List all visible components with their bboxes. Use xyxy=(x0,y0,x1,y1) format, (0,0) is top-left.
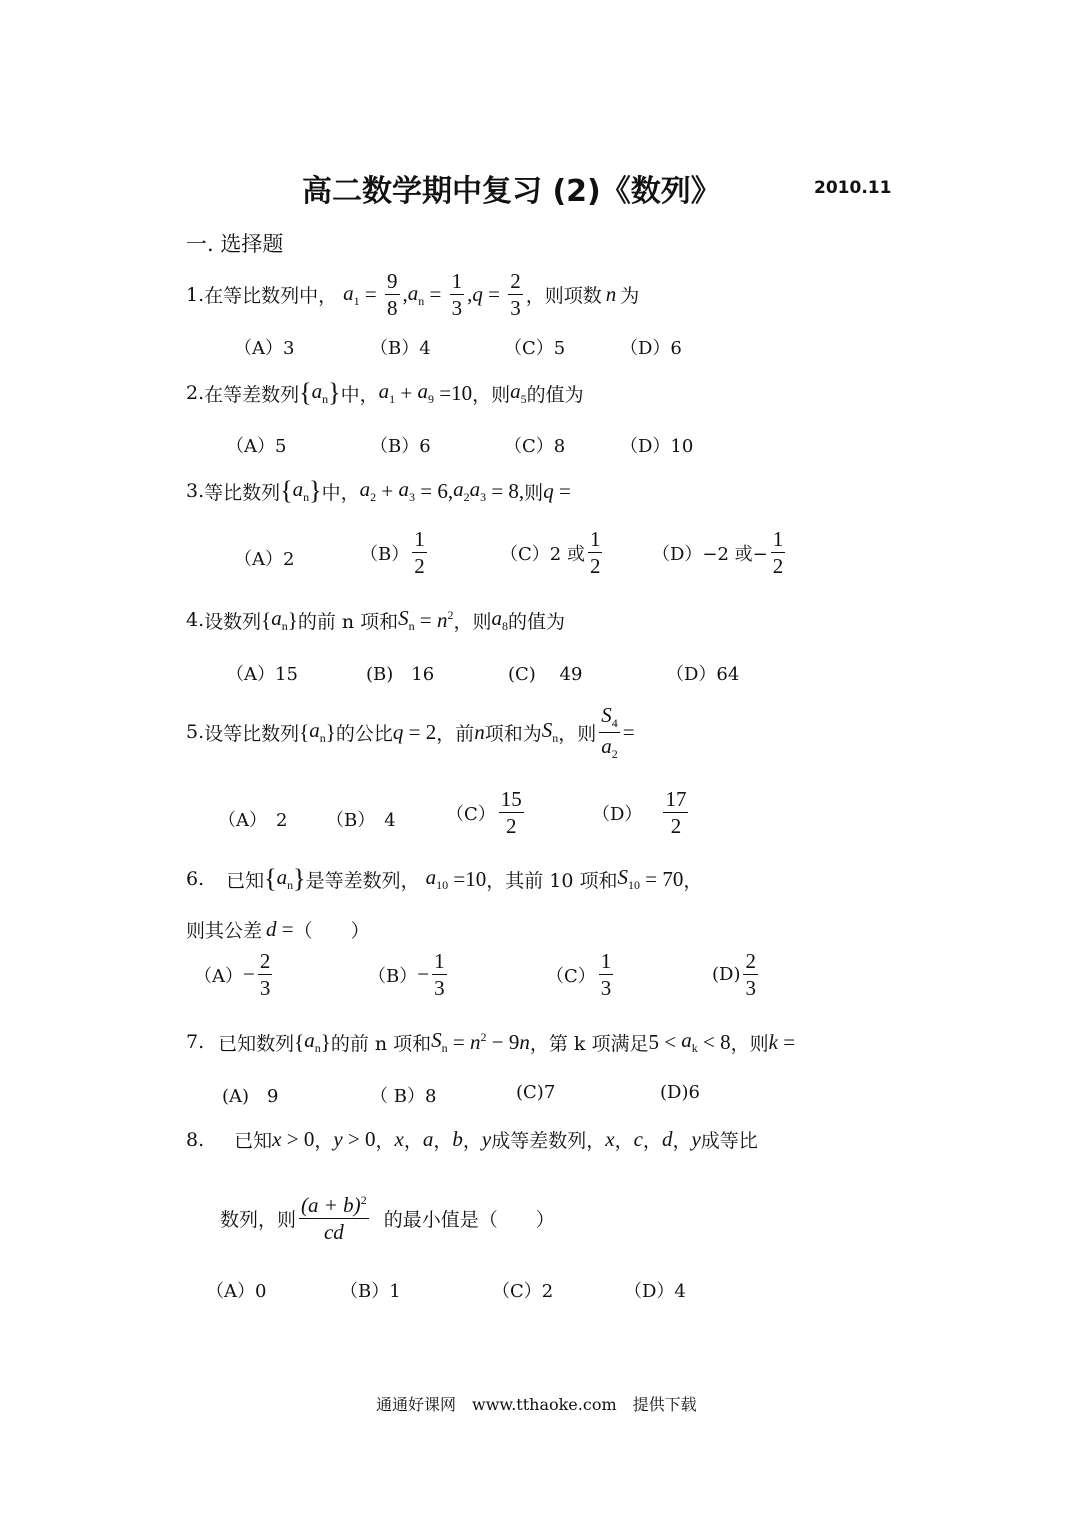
q6-option-b: （B） − $\frac{1}{3}$ xyxy=(368,949,445,1001)
question-2: 2. 在等差数列 { $a_n$ } 中， $a_1$ + $a_9$ =10 ，则 $a_5$ 的值为 xyxy=(186,378,584,407)
q7-number: 7. xyxy=(186,1031,205,1053)
q1-fraction-1-3: $\frac{1}{3}$ xyxy=(451,269,463,321)
q5-tail: ，则 xyxy=(558,722,597,745)
q4-tail: ，则 xyxy=(453,610,492,633)
footer-text: 通通好课网 www.tthaoke.com 提供下载 xyxy=(376,1395,697,1414)
q3-option-c: （C）2 或 $\frac{1}{2}$ xyxy=(500,527,601,579)
question-1: 1. 在等比数列中， $a_1$ = $\frac{9}{8}$ , $a_n$ = $\frac{1}{3}$ , q = $\frac{2}{3}$ ，则项数 n 为 xyxy=(186,269,640,321)
q2-text: 在等差数列 xyxy=(204,383,300,406)
q4-option-d: （D）64 xyxy=(666,664,740,685)
q2-option-a: （A）5 xyxy=(226,436,287,457)
date-label: 2010.11 xyxy=(814,178,892,198)
q3-tail: 则 xyxy=(524,481,544,504)
q6-option-b-label: （B） xyxy=(368,965,418,987)
q7-option-d: (D)6 xyxy=(660,1082,700,1103)
q4-option-a: （A）15 xyxy=(226,664,298,685)
q8-c2: ， xyxy=(375,1130,395,1152)
q3-option-b-label: （B） xyxy=(360,543,410,565)
q5-option-c: （C） $\frac{15}{2}$ xyxy=(446,787,522,839)
q6-mid: 是等差数列， xyxy=(305,869,420,892)
q3-option-d: （D）−2 或− $\frac{1}{2}$ xyxy=(652,527,784,579)
question-4: 4. 设数列 { $a_n$ } 的前 n 项和 $S_n$ = $n^2$ ，则 $a_8$ 的值为 xyxy=(186,606,566,633)
q6-mid2: ，其前 10 项和 xyxy=(486,869,618,892)
q1-fraction-2-3: $\frac{2}{3}$ xyxy=(510,269,521,321)
q6-option-a-label: （A） xyxy=(194,965,243,987)
q8-option-b: （B）1 xyxy=(340,1281,401,1302)
q4-number: 4. xyxy=(186,609,205,631)
q5-text: 设等比数列 xyxy=(204,722,300,745)
question-8: 8. 已知 x > 0 ， y > 0 ， x ， a ， b ， y 成等差数列， x ， c ， d ， y 成等比 xyxy=(186,1127,758,1152)
q5-mid: 的公比 xyxy=(335,722,393,745)
question-7: 7. 已知数列 { $a_n$ } 的前 n 项和 $S_n$ = $n^2$ − 9 n ，第 k 项满足 5 < $a_k$ < 8 ，则 k = xyxy=(186,1028,796,1055)
q3-option-b: （B） $\frac{1}{2}$ xyxy=(360,527,425,579)
q2-number: 2. xyxy=(186,382,205,404)
q6-option-a: （A） − $\frac{2}{3}$ xyxy=(194,949,271,1001)
q6-option-c: （C） $\frac{1}{3}$ xyxy=(546,949,612,1001)
q7-option-b: （ B）8 xyxy=(370,1086,437,1107)
q2-option-d: （D）10 xyxy=(620,436,694,457)
question-8-line2: 数列，则 $\frac{(a + b)^2}{cd}$ 的最小值是（ ） xyxy=(220,1193,555,1245)
question-6: 6. 已知 { $a_n$ } 是等差数列， $a_{10}$ =10 ，其前 10 项和 $S_{10}$ = 70 ， xyxy=(186,864,703,893)
q8-text: 已知 xyxy=(234,1130,273,1152)
q7-mid: 的前 n 项和 xyxy=(330,1032,432,1055)
q4-tail2: 的值为 xyxy=(508,610,566,633)
q3-option-a: （A）2 xyxy=(234,549,295,570)
q3-text: 等比数列 xyxy=(204,481,281,504)
q4-text: 设数列 xyxy=(204,610,262,633)
q8-option-a: （A）0 xyxy=(206,1281,267,1302)
q1-tail2: 为 xyxy=(620,285,640,308)
q8-number: 8. xyxy=(186,1128,205,1151)
q7-option-a: (A) 9 xyxy=(222,1086,279,1107)
q4-mid: 的前 n 项和 xyxy=(297,610,399,633)
q5-option-c-label: （C） xyxy=(446,803,496,825)
q3-number: 3. xyxy=(186,480,205,502)
q5-number: 5. xyxy=(186,721,205,744)
q2-tail: ，则 xyxy=(472,383,511,406)
q6-number: 6. xyxy=(186,868,205,890)
q2-mid: 中， xyxy=(340,383,379,406)
q5-mid3: 项和为 xyxy=(484,722,542,745)
q5-option-d-label: （D） xyxy=(592,803,643,825)
q1-fraction-9-8: $\frac{9}{8}$ xyxy=(387,269,398,321)
q8-c1: ， xyxy=(314,1130,334,1152)
q7-mid2: ，第 k 项满足 xyxy=(529,1032,649,1055)
question-6-line2: 则其公差 d = （ ） xyxy=(186,917,370,942)
q8-option-c: （C）2 xyxy=(492,1281,554,1302)
q4-option-b: (B) 16 xyxy=(366,664,435,685)
q2-option-b: （B）6 xyxy=(370,436,431,457)
q1-option-a: （A）3 xyxy=(234,338,295,359)
q5-option-a: （A） 2 xyxy=(218,810,288,831)
q7-text: 已知数列 xyxy=(218,1032,295,1055)
q1-option-b: （B）4 xyxy=(370,338,431,359)
q7-tail: ，则 xyxy=(730,1032,769,1055)
q5-mid2: ，前 xyxy=(436,722,475,745)
q1-option-c: （C）5 xyxy=(504,338,566,359)
q3-option-d-label: （D）−2 或− xyxy=(652,543,768,565)
q6-text: 已知 xyxy=(226,869,265,892)
question-5: 5. 设等比数列 { $a_n$ } 的公比 q = 2 ，前 n 项和为 $S_n$ ，则 $\frac{S_4}{a_2}$ = xyxy=(186,703,635,761)
q2-tail2: 的值为 xyxy=(526,383,584,406)
q6-option-c-label: （C） xyxy=(546,965,596,987)
q8-line2: 数列，则 xyxy=(220,1209,297,1232)
q1-option-d: （D）6 xyxy=(620,338,682,359)
q8-line2-tail: 的最小值是（ ） xyxy=(383,1209,555,1232)
q6-option-d: (D) $\frac{2}{3}$ xyxy=(712,949,756,1001)
q6-line2-tail: （ ） xyxy=(293,920,370,942)
q8-option-d: （D）4 xyxy=(624,1281,686,1302)
q1-number: 1. xyxy=(186,283,205,306)
page-title: 高二数学期中复习 (2)《数列》 xyxy=(302,174,721,209)
q1-tail: ，则项数 xyxy=(525,285,602,308)
q8-c4: 成等比 xyxy=(700,1130,758,1152)
q5-option-d: （D） $\frac{17}{2}$ xyxy=(592,787,687,839)
q3-option-c-label: （C）2 或 xyxy=(500,543,585,565)
q7-option-c: (C)7 xyxy=(516,1082,556,1103)
q2-option-c: （C）8 xyxy=(504,436,566,457)
q5-option-b: （B） 4 xyxy=(326,810,396,831)
q3-mid: 中， xyxy=(321,481,360,504)
q4-option-c: (C) 49 xyxy=(508,664,583,685)
q6-tail: ， xyxy=(683,869,703,892)
q8-c3: 成等差数列， xyxy=(491,1130,606,1152)
q1-text: 在等比数列中， xyxy=(204,285,338,308)
question-3: 3. 等比数列 { $a_n$ } 中， $a_2$ + $a_3$ = 6, $a_2a_3$ = 8, 则 q = xyxy=(186,476,571,505)
q6-line2: 则其公差 xyxy=(186,920,263,942)
q6-option-d-label: (D) xyxy=(712,964,741,986)
section-heading: 一. 选择题 xyxy=(186,232,284,256)
